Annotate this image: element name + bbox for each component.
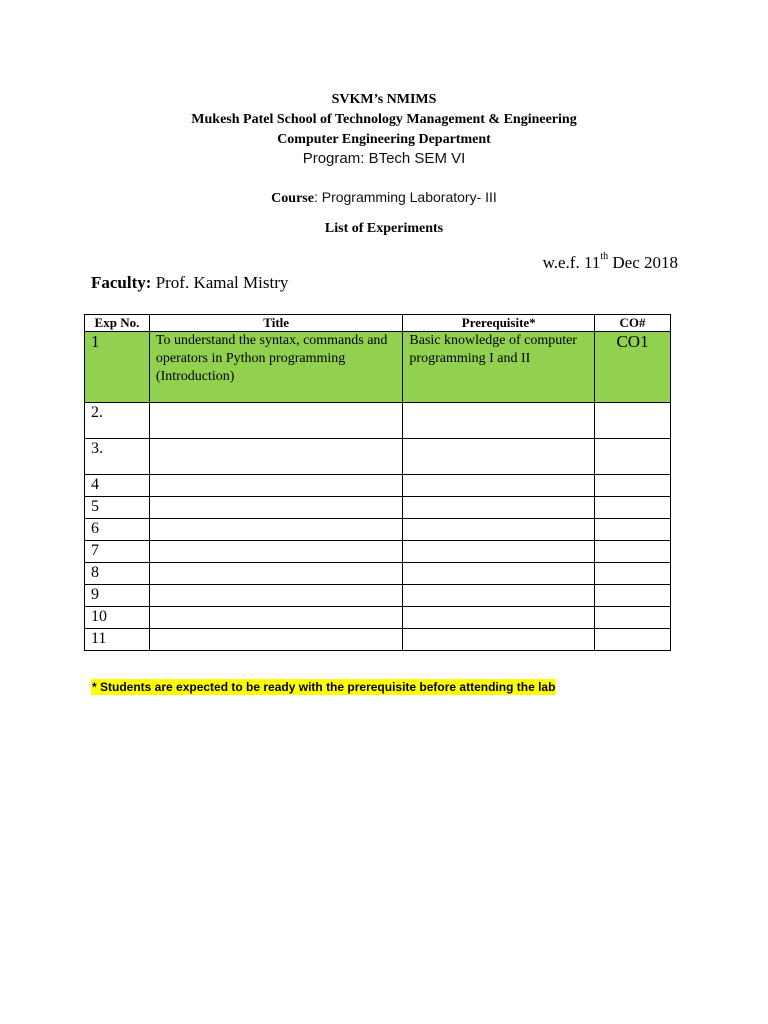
faculty-name: Prof. Kamal Mistry	[151, 273, 289, 292]
cell-exp-no: 6	[85, 519, 150, 541]
cell-prerequisite	[403, 541, 595, 563]
cell-title	[149, 439, 403, 475]
course-line	[0, 189, 768, 207]
list-title: List of Experiments	[324, 221, 444, 236]
effective-date	[543, 253, 678, 273]
table-row	[85, 519, 671, 541]
header-exp-no: Exp No.	[85, 315, 150, 332]
cell-exp-no: 2.	[85, 403, 150, 439]
cell-prerequisite	[403, 439, 595, 475]
table-row	[85, 475, 671, 497]
cell-exp-no: 9	[85, 585, 150, 607]
experiments-table	[84, 314, 671, 651]
table-row	[85, 497, 671, 519]
cell-prerequisite	[403, 403, 595, 439]
cell-co: CO1	[595, 332, 671, 403]
cell-co	[595, 585, 671, 607]
effective-date-suffix: Dec 2018	[608, 253, 678, 272]
table-row	[85, 439, 671, 475]
school-name: Mukesh Patel School of Technology Management & Engineering	[191, 112, 577, 127]
cell-prerequisite	[403, 519, 595, 541]
program-line: Program: BTech SEM VI	[302, 150, 466, 167]
header-prerequisite: Prerequisite*	[403, 315, 595, 332]
department-name: Computer Engineering Department	[277, 132, 491, 147]
cell-title	[149, 541, 403, 563]
course-label: Course	[271, 191, 314, 206]
cell-prerequisite	[403, 475, 595, 497]
cell-exp-no: 7	[85, 541, 150, 563]
table-row	[85, 541, 671, 563]
cell-exp-no: 1	[85, 332, 150, 403]
cell-title	[149, 497, 403, 519]
effective-date-prefix: w.e.f. 11	[542, 253, 601, 272]
cell-co	[595, 563, 671, 585]
cell-co	[595, 541, 671, 563]
prerequisite-note: * Students are expected to be ready with the prerequisite before attending the lab	[92, 680, 556, 694]
cell-prerequisite: Basic knowledge of computer programming I and II	[403, 332, 595, 403]
cell-prerequisite	[403, 563, 595, 585]
cell-title	[149, 519, 403, 541]
table-header-row	[85, 315, 671, 332]
header-title: Title	[149, 315, 403, 332]
cell-co	[595, 475, 671, 497]
cell-prerequisite	[403, 585, 595, 607]
table-row	[85, 332, 671, 403]
cell-title	[149, 607, 403, 629]
cell-exp-no: 4	[85, 475, 150, 497]
cell-title	[149, 585, 403, 607]
table-row	[85, 607, 671, 629]
cell-exp-no: 10	[85, 607, 150, 629]
cell-co	[595, 439, 671, 475]
cell-title: To understand the syntax, commands and operators in Python programming (Introduction)	[149, 332, 403, 403]
table-row	[85, 585, 671, 607]
cell-exp-no: 5	[85, 497, 150, 519]
institution-name: SVKM’s NMIMS	[331, 92, 437, 107]
faculty-label: Faculty:	[91, 273, 152, 292]
cell-prerequisite	[403, 497, 595, 519]
cell-co	[595, 403, 671, 439]
cell-exp-no: 11	[85, 629, 150, 651]
cell-co	[595, 519, 671, 541]
cell-co	[595, 629, 671, 651]
cell-exp-no: 3.	[85, 439, 150, 475]
cell-co	[595, 607, 671, 629]
faculty-line	[91, 273, 288, 293]
cell-title	[149, 629, 403, 651]
cell-title	[149, 563, 403, 585]
effective-date-superscript: th	[600, 251, 609, 262]
cell-prerequisite	[403, 629, 595, 651]
cell-co	[595, 497, 671, 519]
cell-title	[149, 403, 403, 439]
cell-exp-no: 8	[85, 563, 150, 585]
header-co: CO#	[595, 315, 671, 332]
table-row	[85, 403, 671, 439]
course-value: : Programming Laboratory- III	[313, 189, 497, 205]
cell-title	[149, 475, 403, 497]
cell-prerequisite	[403, 607, 595, 629]
table-row	[85, 629, 671, 651]
table-row	[85, 563, 671, 585]
